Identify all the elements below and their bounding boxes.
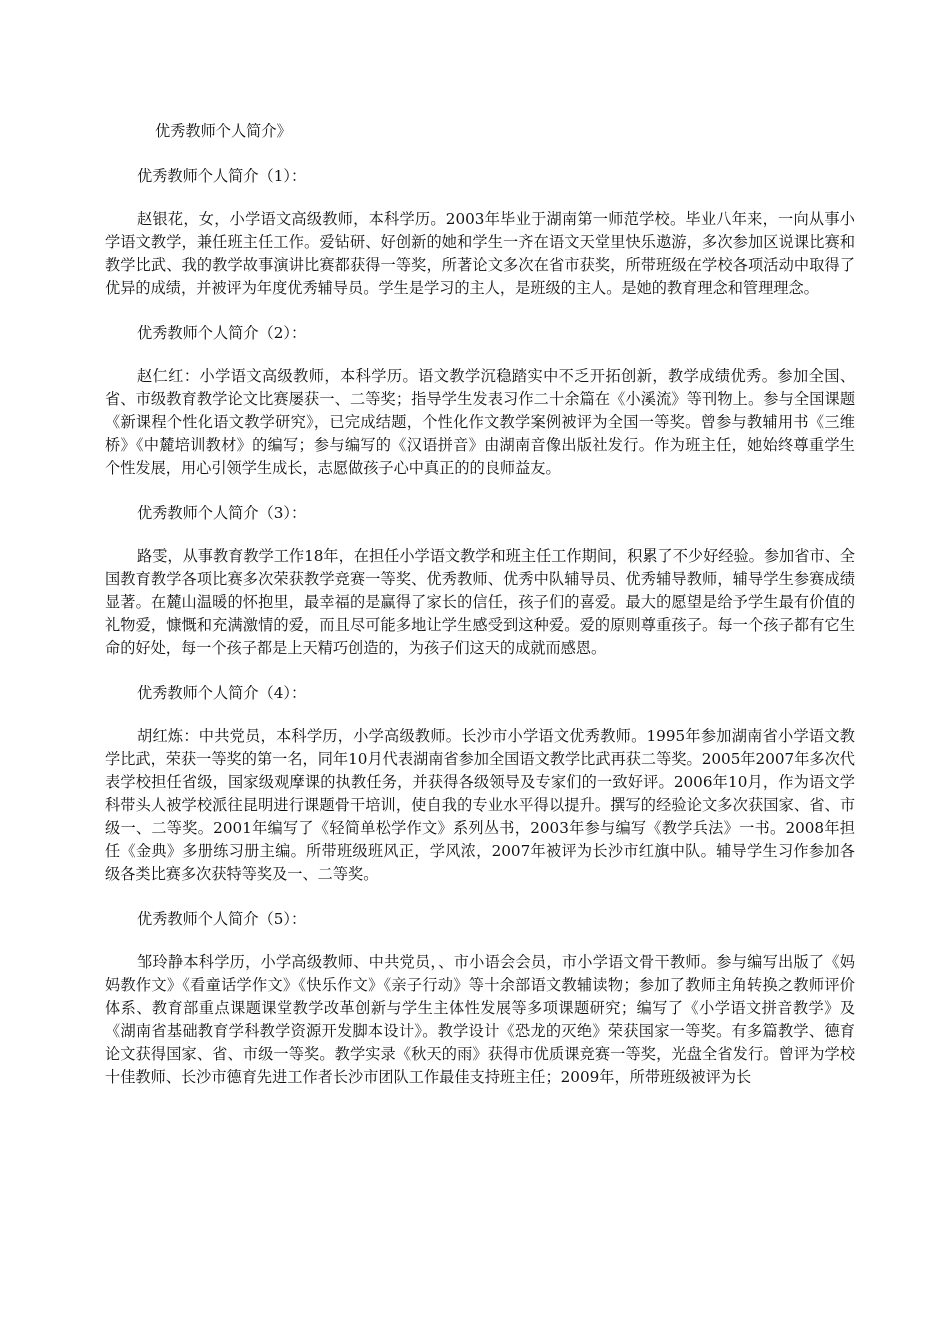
document-title: 优秀教师个人简介》 <box>155 122 292 140</box>
section-heading-1: 优秀教师个人简介（1）： <box>137 167 307 185</box>
section-heading-4: 优秀教师个人简介（4）： <box>137 684 307 702</box>
section-body-4: 胡红炼：中共党员，本科学历，小学高级教师。长沙市小学语文优秀教师。1995年参加湖南省小学语文教学比武，荣获一等奖的第一名，同年10月代表湖南省参加全国语文教学比武再获二等奖。2005年2007年多次代表学校担任省级，国家级观摩课的执教任务，并获得各级领导及专家们的一致好评。2006年10月，作为语文学科带头人被学校派往昆明进行课题骨干培训，使自我的专业水平得以提升。撰写的经验论文多次获国家、省、市级一、二等奖。2001年编写了《轻简单松学作文》系列丛书，2003年参与编写《教学兵法》一书。2008年担任《金典》多册练习册主编。所带班级班风正，学风浓，2007年被评为长沙市红旗中队。辅导学生习作参加各级各类比赛多次获特等奖及一、二等奖。 <box>105 727 855 883</box>
section-body-1: 赵银花，女，小学语文高级教师，本科学历。2003年毕业于湖南第一师范学校。毕业八年来，一向从事小学语文教学，兼任班主任工作。爱钻研、好创新的她和学生一齐在语文天堂里快乐遨游，多次参加区说课比赛和教学比武、我的教学故事演讲比赛都获得一等奖，所著论文多次在省市获奖，所带班级在学校各项活动中取得了优异的成绩，并被评为年度优秀辅导员。学生是学习的主人，是班级的主人。是她的教育理念和管理理念。 <box>105 210 855 297</box>
section-body-5: 邹玲静本科学历，小学高级教师、中共党员，、市小语会会员，市小学语文骨干教师。参与编写出版了《妈妈教作文》《看童话学作文》《快乐作文》《亲子行动》等十余部语文教辅读物；参加了教师主角转换之教师评价体系、教育部重点课题课堂教学改革创新与学生主体性发展等多项课题研究；编写了《小学语文拼音教学》及《湖南省基础教育学科教学资源开发脚本设计》。教学设计《恐龙的灭绝》荣获国家一等奖。有多篇教学、德育论文获得国家、省、市级一等奖。教学实录《秋天的雨》获得市优质课竞赛一等奖，光盘全省发行。曾评为学校十佳教师、长沙市德育先进工作者长沙市团队工作最佳支持班主任；2009年，所带班级被评为长 <box>105 953 855 1086</box>
section-body-3: 路雯，从事教育教学工作18年，在担任小学语文教学和班主任工作期间，积累了不少好经验。参加省市、全国教育教学各项比赛多次荣获教学竞赛一等奖、优秀教师、优秀中队辅导员、优秀辅导教师，辅导学生参赛成绩显著。在麓山温暖的怀抱里，最幸福的是赢得了家长的信任，孩子们的喜爱。最大的愿望是给予学生最有价值的礼物爱，慷慨和充满激情的爱，而且尽可能多地让学生感受到这种爱。爱的原则尊重孩子。每一个孩子都有它生命的好处，每一个孩子都是上天精巧创造的，为孩子们这天的成就而感恩。 <box>105 547 855 657</box>
section-heading-3: 优秀教师个人简介（3）： <box>137 504 307 522</box>
section-body-2: 赵仁红：小学语文高级教师，本科学历。语文教学沉稳踏实中不乏开拓创新，教学成绩优秀。参加全国、省、市级教育教学论文比赛屡获一、二等奖；指导学生发表习作二十余篇在《小溪流》等刊物上。参与全国课题《新课程个性化语文教学研究》，已完成结题，个性化作文教学案例被评为全国一等奖。曾参与教辅用书《三维桥》《中麓培训教材》的编写；参与编写的《汉语拼音》由湖南音像出版社发行。作为班主任，她始终尊重学生个性发展，用心引领学生成长，志愿做孩子心中真正的的良师益友。 <box>105 367 855 477</box>
section-heading-2: 优秀教师个人简介（2）： <box>137 324 307 342</box>
document-content <box>105 120 855 1111</box>
section-heading-5: 优秀教师个人简介（5）： <box>137 910 307 928</box>
